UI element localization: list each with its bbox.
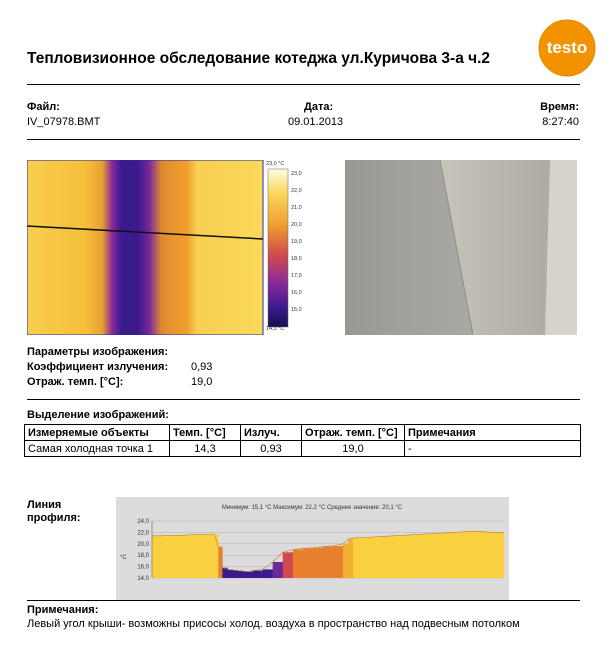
profile-bar — [227, 569, 232, 578]
divider — [27, 139, 580, 140]
profile-bar — [383, 536, 393, 578]
file-label: Файл: — [27, 101, 60, 113]
refl-temp-value: 19,0 — [191, 376, 213, 388]
time-value: 8:27:40 — [542, 116, 579, 128]
scale-tick: 23,0 — [291, 171, 302, 177]
profile-bar — [232, 570, 237, 578]
table-row — [25, 441, 581, 457]
y-tick-label: 20,0 — [137, 541, 149, 548]
logo-text: testo — [546, 38, 588, 57]
date-label: Дата: — [304, 101, 334, 113]
image-params-heading: Параметры изображения: — [27, 346, 169, 358]
profile-bar — [424, 534, 434, 578]
chart-stats-title: Минимум: 15,1 °C Максимум: 22,2 °C Среднее значение: 20,1 °C — [221, 505, 403, 511]
thermal-image — [27, 160, 267, 335]
profile-bar — [494, 532, 504, 578]
profile-bar — [484, 532, 494, 578]
profile-bar — [343, 544, 348, 578]
profile-bar — [212, 534, 214, 578]
profile-bar — [172, 535, 182, 578]
profile-bar — [434, 534, 444, 578]
profile-bar — [243, 571, 248, 578]
notes-heading: Примечания: — [27, 604, 99, 616]
profile-label-line2: профиля: — [27, 512, 81, 524]
profile-bar — [303, 548, 313, 578]
y-tick-label: 22,0 — [137, 530, 149, 537]
profile-bar — [363, 538, 373, 578]
profile-bar — [353, 538, 363, 578]
scale-tick: 15,0 — [291, 307, 302, 313]
divider — [27, 399, 580, 400]
profile-bar — [348, 539, 353, 578]
y-tick-label: 18,0 — [137, 553, 149, 560]
profile-bar — [248, 572, 253, 578]
visual-photo — [345, 160, 577, 335]
profile-bar — [393, 536, 403, 578]
scale-tick: 17,0 — [291, 273, 302, 279]
temperature-color-scale — [265, 160, 313, 335]
refl-temp-label: Отраж. темп. [°C]: — [27, 376, 124, 388]
profile-bar — [464, 532, 474, 578]
file-value: IV_07978.BMT — [27, 116, 101, 128]
column-header: Примечания — [405, 425, 581, 441]
profile-bar — [273, 562, 283, 578]
scale-top-label: 23,0 °C — [266, 161, 285, 167]
scale-tick: 16,0 — [291, 290, 302, 296]
scale-tick: 20,0 — [291, 222, 302, 228]
selection-heading: Выделение изображений: — [27, 409, 169, 421]
column-header: Измеряемые объекты — [25, 425, 170, 441]
profile-bar — [182, 535, 192, 578]
column-header: Темп. [°C] — [170, 425, 241, 441]
table-header-row — [25, 425, 581, 441]
profile-bar — [313, 548, 323, 578]
profile-bar — [333, 546, 343, 578]
date-value: 09.01.2013 — [288, 116, 344, 128]
emissivity-label: Коэффициент излучения: — [27, 361, 169, 373]
column-header: Отраж. темп. [°C] — [302, 425, 405, 441]
time-label: Время: — [540, 101, 579, 113]
testo-logo — [537, 18, 597, 78]
profile-bar — [454, 532, 464, 578]
table-cell: 14,3 — [170, 441, 241, 457]
profile-bar — [202, 535, 212, 578]
profile-bar — [403, 535, 413, 578]
divider — [27, 84, 580, 85]
profile-bar — [293, 550, 303, 579]
profile-bar — [373, 537, 383, 578]
report-title: Тепловизионное обследование котеджа ул.Куричова 3-а ч.2 — [27, 50, 491, 67]
scale-tick: 22,0 — [291, 188, 302, 194]
table-cell: 0,93 — [241, 441, 302, 457]
profile-bar — [413, 535, 423, 578]
column-header: Излуч. — [241, 425, 302, 441]
table-cell: Самая холодная точка 1 — [25, 441, 170, 457]
profile-bar — [263, 569, 273, 578]
profile-bar — [283, 552, 293, 578]
scale-tick: 21,0 — [291, 205, 302, 211]
profile-bar — [192, 535, 202, 578]
notes-text: Левый угол крыши- возможны присосы холод. воздуха в пространство над подвесным потолком — [27, 618, 520, 630]
y-tick-label: 16,0 — [137, 564, 149, 571]
table-cell: 19,0 — [302, 441, 405, 457]
y-axis-unit: °C — [120, 555, 127, 561]
profile-bar — [474, 531, 484, 578]
profile-label-line1: Линия — [27, 499, 62, 511]
y-tick-label: 24,0 — [137, 519, 149, 525]
emissivity-value: 0,93 — [191, 361, 213, 373]
profile-bar — [237, 571, 242, 578]
measurement-table — [24, 424, 581, 457]
profile-bar — [253, 571, 263, 578]
scale-tick: 18,0 — [291, 256, 302, 262]
profile-bar — [152, 536, 162, 578]
scale-tick: 19,0 — [291, 239, 302, 245]
divider — [27, 600, 580, 601]
profile-bar — [162, 536, 172, 578]
table-cell: - — [405, 441, 581, 457]
profile-bar — [323, 547, 333, 578]
profile-bar — [444, 533, 454, 578]
scale-bottom-label: 14,3 °C — [266, 326, 285, 332]
y-tick-label: 14,0 — [137, 576, 149, 582]
profile-chart — [116, 497, 509, 600]
